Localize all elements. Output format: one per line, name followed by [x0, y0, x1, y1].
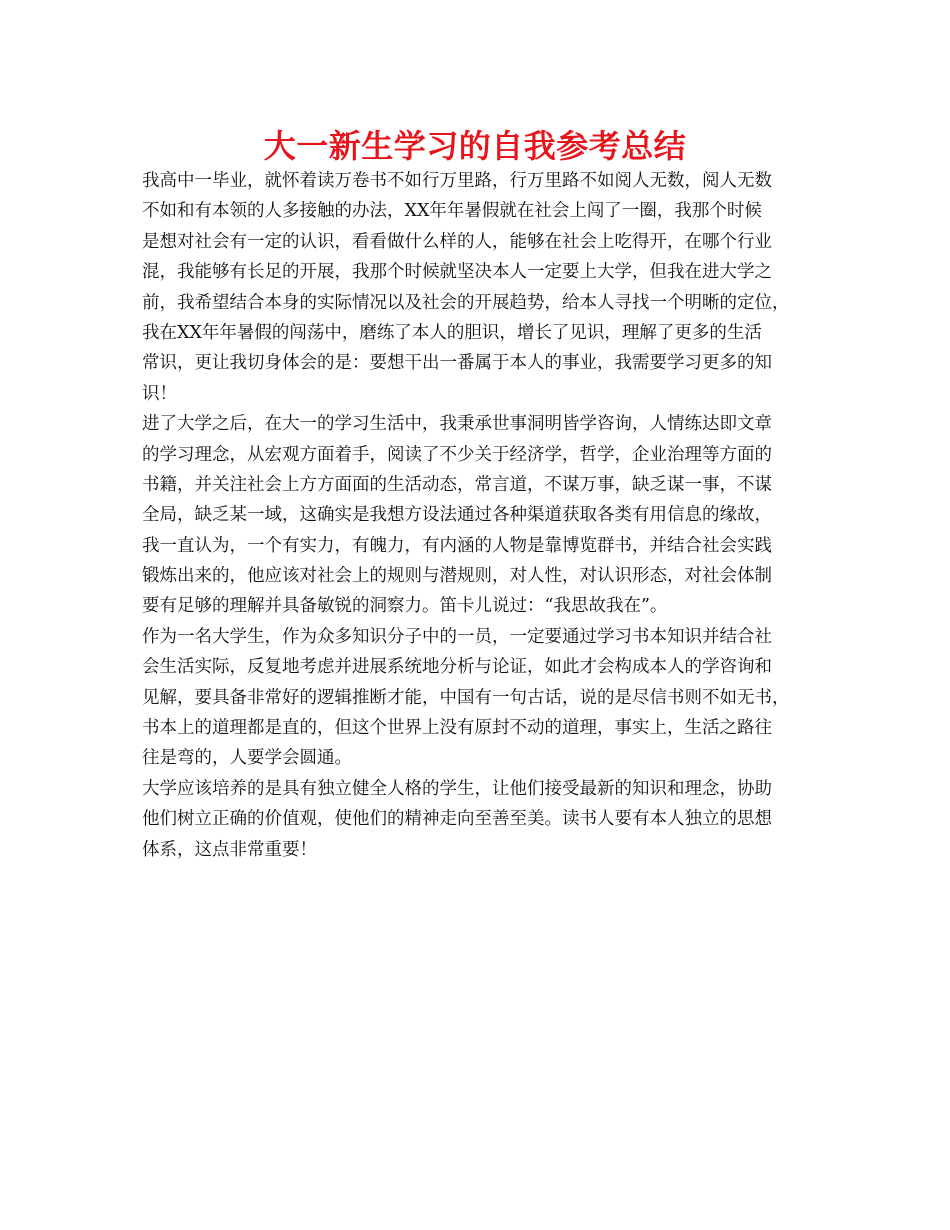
paragraph-line: 见解，要具备非常好的逻辑推断才能，中国有一句古话，说的是尽信书则不如无书， [142, 687, 790, 708]
paragraph-line: 书本上的道理都是直的，但这个世界上没有原封不动的道理，事实上，生活之路往 [142, 718, 772, 739]
paragraph-line: 识！ [142, 383, 177, 404]
paragraph-line: 大学应该培养的是具有独立健全人格的学生，让他们接受最新的知识和理念，协助 [142, 778, 772, 799]
document-title: 大一新生学习的自我参考总结 [263, 127, 687, 165]
paragraph-line: 他们树立正确的价值观，使他们的精神走向至善至美。读书人要有本人独立的思想 [142, 809, 772, 830]
paragraph-line: 是想对社会有一定的认识，看看做什么样的人，能够在社会上吃得开，在哪个行业 [142, 231, 772, 252]
paragraph-line: 的学习理念，从宏观方面着手，阅读了不少关于经济学，哲学，企业治理等方面的 [142, 444, 772, 465]
paragraph-line: 往是弯的，人要学会圆通。 [142, 748, 352, 769]
paragraph-line: 进了大学之后，在大一的学习生活中，我秉承世事洞明皆学咨询，人情练达即文章 [142, 414, 772, 435]
paragraph [142, 622, 822, 774]
paragraph-line: 我一直认为，一个有实力，有魄力，有内涵的人物是靠博览群书，并结合社会实践 [142, 535, 772, 556]
paragraph-line: 书籍，并关注社会上方方面面的生活动态，常言道，不谋万事，缺乏谋一事，不谋 [142, 474, 772, 495]
paragraph [142, 166, 822, 409]
paragraph-line: 常识，更让我切身体会的是：要想干出一番属于本人的事业，我需要学习更多的知 [142, 353, 772, 374]
paragraph-line: 作为一名大学生，作为众多知识分子中的一员，一定要通过学习书本知识并结合社 [142, 626, 772, 647]
paragraph-line: 不如和有本领的人多接触的办法，XX年年暑假就在社会上闯了一圈，我那个时候 [142, 201, 762, 222]
paragraph-line: 体系，这点非常重要！ [142, 839, 317, 860]
document-body [142, 166, 822, 865]
paragraph-line: 锻炼出来的，他应该对社会上的规则与潜规则，对人性，对认识形态，对社会体制 [142, 566, 772, 587]
paragraph-line: 会生活实际，反复地考虑并进展系统地分析与论证，如此才会构成本人的学咨询和 [142, 657, 772, 678]
paragraph [142, 774, 822, 865]
paragraph-line: 我在XX年年暑假的闯荡中，磨练了本人的胆识，增长了见识，理解了更多的生活 [142, 322, 762, 343]
paragraph-line: 全局，缺乏某一域，这确实是我想方设法通过各种渠道获取各类有用信息的缘故， [142, 505, 772, 526]
paragraph-line: 混，我能够有长足的开展，我那个时候就坚决本人一定要上大学，但我在进大学之 [142, 262, 772, 283]
paragraph [142, 409, 822, 622]
paragraph-line: 我高中一毕业，就怀着读万卷书不如行万里路，行万里路不如阅人无数，阅人无数 [142, 171, 772, 191]
paragraph-line: 要有足够的理解并具备敏锐的洞察力。笛卡儿说过：“我思故我在”。 [142, 596, 668, 617]
paragraph-line: 前，我希望结合本身的实际情况以及社会的开展趋势，给本人寻找一个明晰的定位， [142, 292, 790, 313]
